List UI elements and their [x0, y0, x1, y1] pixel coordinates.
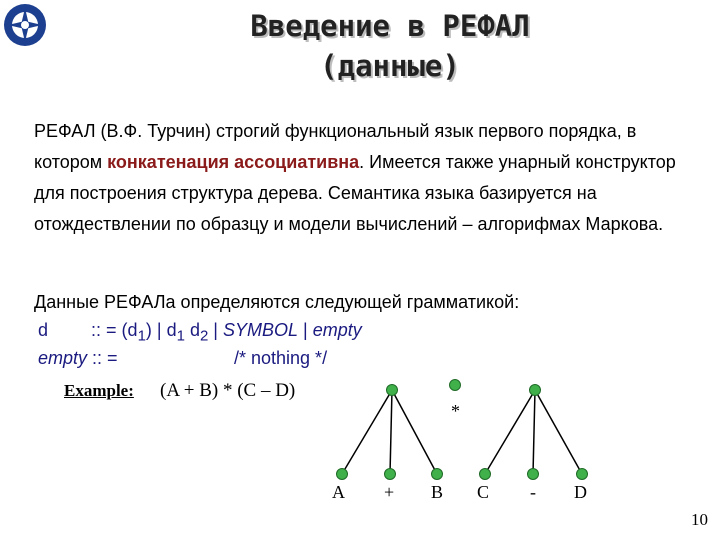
- tree-node-b: [432, 469, 443, 480]
- rule1-op: :: = (d: [91, 320, 138, 340]
- tree-label-star: *: [451, 401, 460, 421]
- edge-minus-d: [535, 390, 582, 474]
- rule2-lhs: empty: [38, 348, 88, 368]
- edge-plus-a: [342, 390, 392, 474]
- intro-text-before: РЕФАЛ (В.Ф. Турчин) строгий функциональный язык первого порядка, в котором: [34, 121, 637, 172]
- example-expression: (A + B) * (C – D): [160, 380, 296, 401]
- rule1-empty: empty: [312, 320, 362, 340]
- tree-node-right-root: [530, 385, 541, 396]
- tree-label-b: B: [431, 482, 444, 502]
- edge-plus-plus: [390, 390, 392, 474]
- example-label: Example:: [64, 381, 134, 400]
- intro-highlight: конкатенация ассоциативна: [107, 152, 360, 172]
- tree-node-a: [337, 469, 348, 480]
- tree-label-minus: -: [530, 482, 536, 502]
- rule2-op: :: =: [87, 348, 118, 368]
- tree-label-d: D: [574, 482, 587, 502]
- rule1-lhs: d: [38, 320, 49, 340]
- tree-label-plus: +: [384, 482, 395, 502]
- tree-node-star: [450, 380, 461, 391]
- title-line-1: Введение в РЕФАЛ: [250, 9, 530, 43]
- tree-label-a: A: [332, 482, 345, 502]
- rule1-sub3: 2: [199, 327, 209, 345]
- rule1-symbol: SYMBOL: [222, 320, 299, 340]
- tree-node-minus: [528, 469, 539, 480]
- rule2-comment: /* nothing */: [234, 348, 328, 368]
- edge-minus-minus: [533, 390, 535, 474]
- edge-minus-c: [485, 390, 535, 474]
- edge-plus-b: [392, 390, 437, 474]
- title-line-2: (данные): [320, 49, 460, 83]
- rule1-sub1: 1: [137, 327, 146, 345]
- rule1-sep: |: [298, 320, 313, 340]
- rule1-mid: ) | d: [145, 320, 177, 340]
- tree-node-left-root: [387, 385, 398, 396]
- page-number: 10: [691, 510, 708, 529]
- tree-label-c: C: [477, 482, 490, 502]
- grammar-heading: Данные РЕФАЛа определяются следующей грамматикой:: [34, 292, 520, 312]
- rule1-sub2: 1: [176, 327, 185, 345]
- tree-node-c: [480, 469, 491, 480]
- tree-node-plus: [385, 469, 396, 480]
- intro-text-after: . Имеется также унарный конструктор для построения структура дерева. Семантика языка базируется на отождествлении по образцу и модели вычислений – алгорифмах Маркова.: [34, 152, 676, 234]
- tree-node-d: [577, 469, 588, 480]
- rule1-rest: |: [208, 320, 223, 340]
- rule1-mid2: d: [184, 320, 200, 340]
